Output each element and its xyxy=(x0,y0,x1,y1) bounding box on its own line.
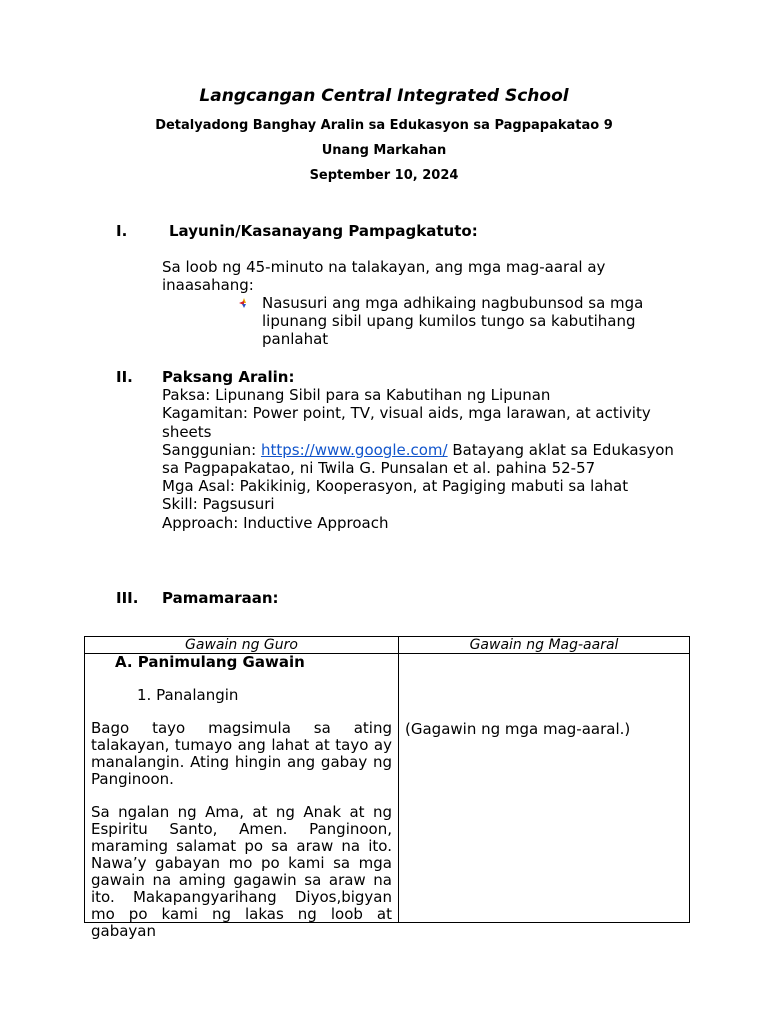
teacher-column-header: Gawain ng Guro xyxy=(85,637,399,654)
student-response: (Gagawin ng mga mag-aaral.) xyxy=(405,720,631,738)
section-3-number: III. xyxy=(116,589,139,607)
section-2-title: Paksang Aralin: xyxy=(162,368,295,386)
sanggunian-line xyxy=(162,441,682,477)
school-name: Langcangan Central Integrated School xyxy=(199,86,569,106)
teacher-activity-cell xyxy=(85,653,399,940)
table-row xyxy=(85,654,690,923)
sanggunian-text: Batayang aklat sa Edukasyon sa Pagpapakatao, ni Twila G. Punsalan et al. pahina 52-57 xyxy=(162,440,674,478)
arrow-bullet-icon xyxy=(238,297,250,309)
procedure-table xyxy=(84,636,690,940)
activity-item-prayer: 1. Panalangin xyxy=(137,686,239,704)
sanggunian-label: Sanggunian: xyxy=(162,440,261,459)
skill-line: Skill: Pagsusuri xyxy=(162,495,275,514)
section-2-number: II. xyxy=(116,368,133,386)
section-1-title: Layunin/Kasanayang Pampagkatuto: xyxy=(169,222,478,240)
section-2-block xyxy=(162,368,682,532)
approach-line: Approach: Inductive Approach xyxy=(162,513,389,532)
section-1-number: I. xyxy=(116,222,128,240)
objective-intro: Sa loob ng 45-minuto na talakayan, ang mga mag-aaral ay inaasahang: xyxy=(162,258,606,295)
section-3-title: Pamamaraan: xyxy=(162,589,279,607)
kagamitan-line: Kagamitan: Power point, TV, visual aids, mga larawan, at activity sheets xyxy=(162,404,651,441)
objective-bullet: Nasusuri ang mga adhikaing nagbubunsod sa mga lipunang sibil upang kumilos tungo sa kabutihang panlahat xyxy=(262,294,644,349)
student-column-header: Gawain ng Mag-aaral xyxy=(399,637,690,654)
paksa-line: Paksa: Lipunang Sibil para sa Kabutihan ng Lipunan xyxy=(162,386,551,405)
date-label: September 10, 2024 xyxy=(309,168,459,183)
student-activity-cell xyxy=(399,654,690,923)
reference-link[interactable]: https://www.google.com/ xyxy=(260,440,448,459)
teacher-instruction: Bago tayo magsimula sa ating talakayan, tumayo ang lahat at tayo ay manalangin. Ating hingin ang gabay ng Panginoon. xyxy=(91,719,392,788)
table-header-row xyxy=(85,637,690,654)
lesson-plan-title: Detalyadong Banghay Aralin sa Edukasyon sa Pagpapakatao 9 xyxy=(155,118,613,133)
asal-line: Mga Asal: Pakikinig, Kooperasyon, at Pagiging mabuti sa lahat xyxy=(162,477,629,496)
prayer-text: Sa ngalan ng Ama, at ng Anak at ng Espiritu Santo, Amen. Panginoon, maraming salamat po sa araw na ito. Nawa’y gabayan mo po kami sa mga gawain na aming gagawin sa araw na ito. Makapangyarihang Diyos,bigyan mo po kami ng lakas ng loob at gabayan xyxy=(91,803,392,940)
activity-heading: A. Panimulang Gawain xyxy=(115,653,305,671)
quarter-label: Unang Markahan xyxy=(321,143,447,158)
